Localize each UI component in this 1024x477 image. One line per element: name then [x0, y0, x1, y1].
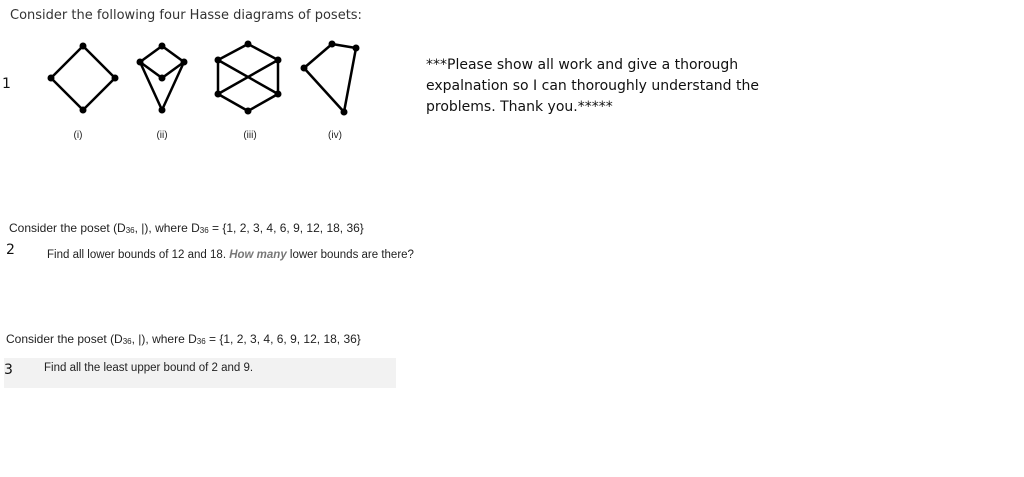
hasse-diagram-i: [43, 38, 123, 118]
instruction-note: ***Please show all work and give a thorough expalnation so I can thoroughly understand the problems. Thank you.*****: [426, 57, 759, 115]
page-heading: Consider the following four Hasse diagrams of posets:: [10, 8, 362, 23]
question-3-number: 3: [4, 362, 13, 378]
question-2-task: Find all lower bounds of 12 and 18. How many lower bounds are there?: [47, 249, 414, 261]
question-1-number: 1: [2, 76, 11, 92]
question-2-poset: Consider the poset ($D_{36}$, |), where $D_{36} = \{1$, 2, 3, 4, 6, 9, 12, 18, 36}: [9, 221, 364, 235]
question-3-poset: Consider the poset ($D_{36}$, |), where $D_{36} = \{1$, 2, 3, 4, 6, 9, 12, 18, 36}: [6, 332, 361, 346]
diagram-label-iii: (iii): [243, 130, 257, 141]
diagram-label-ii: (ii): [156, 130, 168, 141]
hasse-diagram-iv: [298, 38, 378, 118]
diagram-label-i: (i): [73, 130, 83, 141]
question-2-number: 2: [6, 242, 15, 258]
hasse-diagram-iii: [208, 38, 288, 118]
diagram-label-iv: (iv): [328, 130, 342, 141]
hasse-diagram-ii: [122, 38, 202, 118]
question-3-task: Find all the least upper bound of 2 and 9.: [44, 362, 254, 374]
